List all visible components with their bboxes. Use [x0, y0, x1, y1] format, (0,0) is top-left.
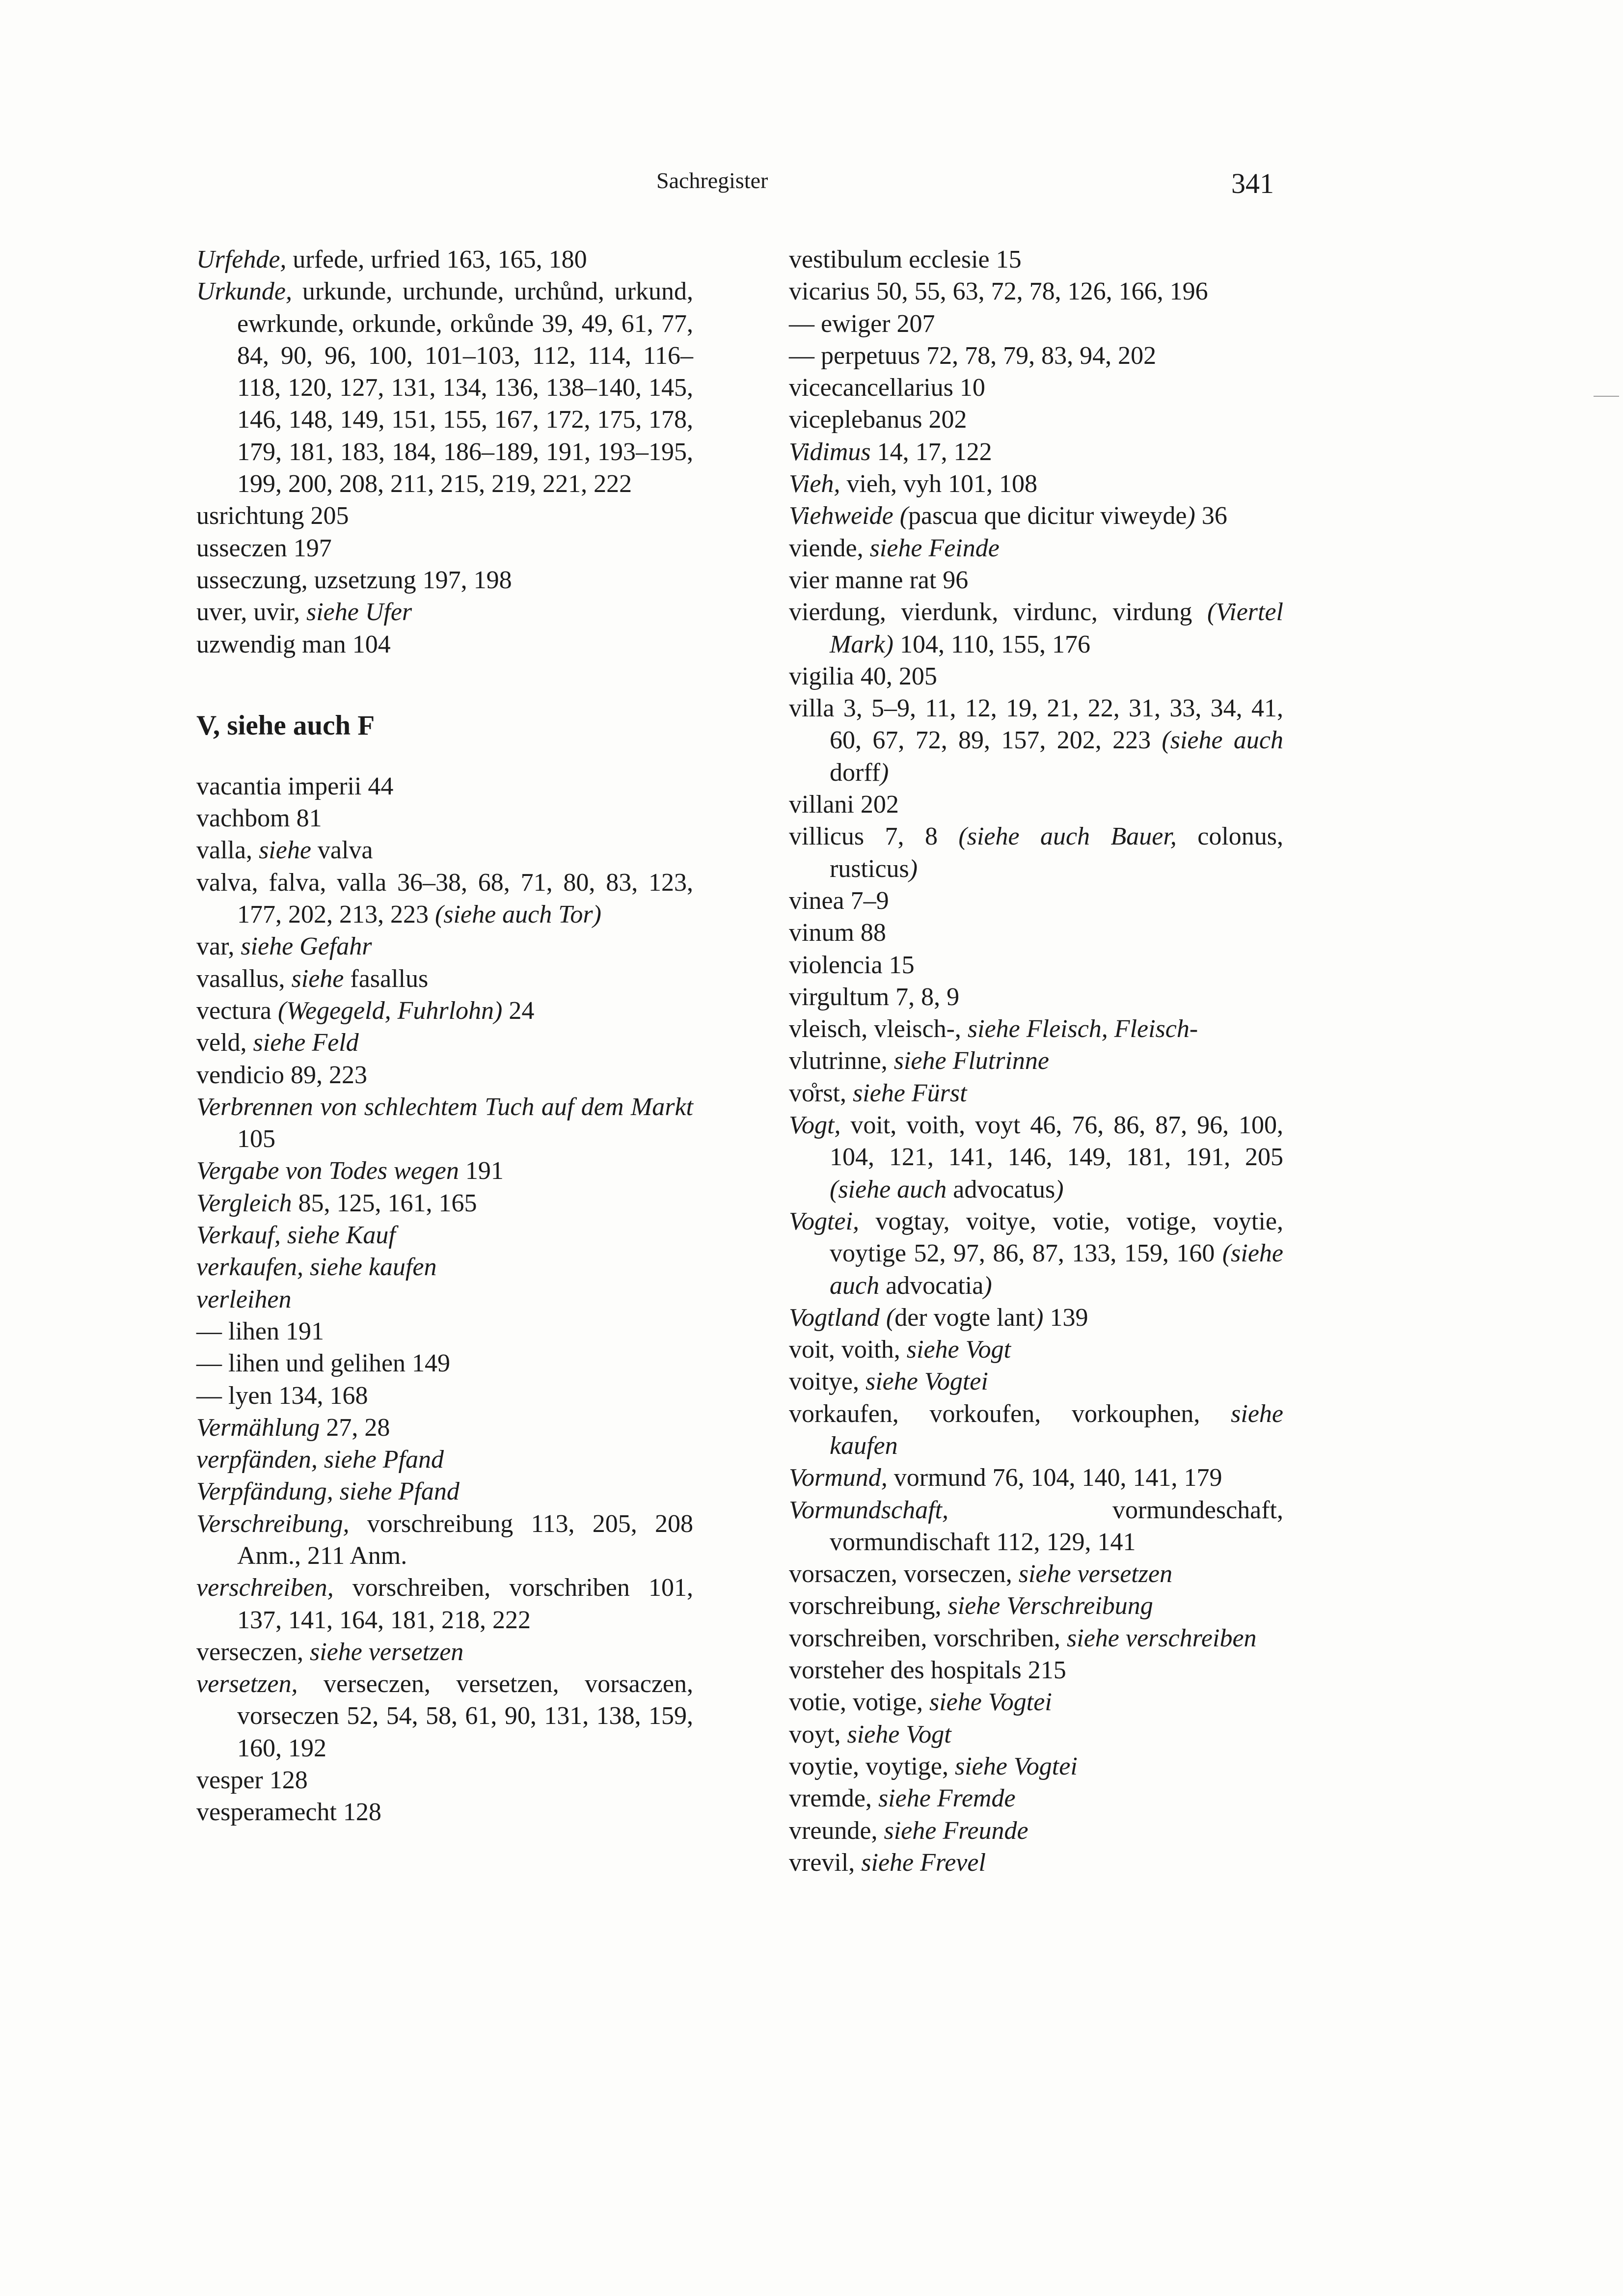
entry-italic-text: Verkauf, siehe Kauf [196, 1221, 396, 1250]
entry-text: 24 [502, 996, 535, 1025]
entry-text: votie, votige, [789, 1688, 929, 1717]
entry-text: vier manne rat 96 [789, 566, 969, 594]
index-entry [789, 981, 1283, 1013]
entry-italic-text: siehe Verschreibung [947, 1592, 1153, 1620]
index-entry [196, 1155, 693, 1187]
index-entry [196, 1508, 693, 1572]
entry-text: viende, [789, 534, 870, 562]
entry-text: colonus, rusticus [830, 822, 1284, 883]
entry-text: vinea 7–9 [789, 886, 889, 915]
index-entry [196, 500, 693, 532]
index-entry [789, 1045, 1283, 1077]
index-entry [196, 596, 693, 628]
index-entry [789, 1334, 1283, 1366]
entry-italic-text: Verpfändung, siehe Pfand [196, 1477, 460, 1506]
index-entry [196, 770, 693, 802]
entry-italic-text: (siehe auch Bauer, [958, 822, 1177, 851]
index-entry [789, 1558, 1283, 1590]
index-entry [789, 1462, 1283, 1494]
entry-italic-text: (siehe auch Tor) [435, 901, 601, 929]
entry-italic-text: Vermählung [196, 1413, 320, 1442]
entry-text: vierdung, vierdunk, virdunc, virdung [789, 598, 1208, 627]
entry-italic-text: (siehe auch [830, 1239, 1283, 1300]
entry-italic-text: (Wegegeld, Fuhrlohn) [278, 996, 503, 1025]
entry-italic-text: siehe Vogtei [865, 1367, 988, 1396]
entry-italic-text: ) [1035, 1303, 1044, 1332]
index-entry [789, 1654, 1283, 1686]
entry-text: vinum 88 [789, 919, 886, 947]
entry-text: villani 202 [789, 791, 899, 819]
index-entry [789, 820, 1283, 885]
entry-text: vestibulum ecclesie 15 [789, 246, 1022, 273]
entry-text: — perpetuus 72, 78, 79, 83, 94, 202 [789, 341, 1157, 370]
entry-text: vorschreibung 113, 205, 208 Anm., 211 Anm. [237, 1509, 693, 1570]
entry-text: vormundeschaft, vormundischaft 112, 129, 141 [830, 1496, 1283, 1556]
index-entry [196, 930, 693, 962]
entry-italic-text: (siehe auch [830, 1175, 947, 1203]
index-entry [196, 1027, 693, 1059]
index-entry [789, 308, 1283, 340]
entry-text: vreunde, [789, 1816, 884, 1845]
index-entry [789, 917, 1283, 949]
entry-text: usseczen 197 [196, 534, 332, 562]
index-entry [196, 867, 693, 931]
entry-italic-text: siehe Ufer [306, 598, 412, 627]
entry-list-v-continued [789, 244, 1283, 1879]
entry-text: virgultum 7, 8, 9 [789, 983, 960, 1011]
entry-text: voit, voith, [789, 1336, 907, 1364]
entry-italic-text: Vergabe von Todes wegen [196, 1157, 459, 1185]
index-entry [196, 1284, 693, 1315]
entry-italic-text: siehe Freunde [884, 1816, 1028, 1845]
entry-text: vleisch, vleisch-, [789, 1015, 968, 1043]
entry-text: voyt, [789, 1720, 847, 1749]
index-entry [196, 1764, 693, 1796]
entry-italic-text: siehe versetzen [309, 1638, 464, 1666]
entry-text: var, [196, 932, 241, 961]
index-entry [789, 949, 1283, 981]
index-entry [196, 1476, 693, 1507]
entry-text: pascua que dicitur viweyde [908, 502, 1187, 530]
entry-text: — lyen 134, 168 [196, 1381, 368, 1410]
entry-italic-text: Vogt, [789, 1111, 841, 1140]
entry-text: — lihen und gelihen 149 [196, 1349, 451, 1378]
entry-text: dorff [830, 758, 881, 787]
section-heading-v: V, siehe auch F [196, 710, 375, 741]
entry-italic-text: siehe Vogt [906, 1336, 1011, 1364]
entry-text: advocatia [879, 1271, 984, 1300]
index-entry [789, 468, 1283, 500]
page-number: 341 [1231, 167, 1274, 199]
index-entry [196, 1059, 693, 1091]
entry-text: vesperamecht 128 [196, 1798, 381, 1827]
index-entry [196, 802, 693, 834]
entry-italic-text: verkaufen, siehe kaufen [196, 1253, 437, 1282]
index-entry [789, 275, 1283, 307]
entry-text: uver, uvir, [196, 598, 306, 627]
entry-text: vremde, [789, 1784, 878, 1813]
index-entry [789, 500, 1283, 532]
entry-italic-text: siehe [259, 836, 311, 865]
entry-text: vorschreiben, vorschriben, [789, 1624, 1067, 1652]
entry-text: vorschreibung, [789, 1592, 948, 1620]
index-entry [789, 340, 1283, 372]
index-entry [789, 885, 1283, 917]
index-entry [196, 1187, 693, 1219]
entry-text: valla, [196, 836, 259, 865]
index-entry [789, 1109, 1283, 1205]
entry-text: vigilia 40, 205 [789, 662, 937, 690]
entry-text: 104, 110, 155, 176 [893, 630, 1091, 658]
entry-text: voit, voith, voyt 46, 76, 86, 87, 96, 100, 104, 121, 141, 146, 149, 181, 191, 205 [830, 1111, 1283, 1172]
index-entry [789, 692, 1283, 789]
entry-italic-text: Vogtei, [789, 1207, 859, 1235]
entry-text: verseczen, versetzen, vorsaczen, vorseczen 52, 54, 58, 61, 90, 131, 138, 159, 160, 192 [237, 1670, 693, 1762]
entry-text: vicarius 50, 55, 63, 72, 78, 126, 166, 196 [789, 277, 1208, 306]
index-entry [789, 436, 1283, 468]
entry-text: 191 [459, 1157, 504, 1185]
index-entry [196, 1412, 693, 1444]
entry-text: vlutrinne, [789, 1047, 894, 1075]
index-entry [789, 1686, 1283, 1718]
entry-text: viceplebanus 202 [789, 406, 967, 434]
index-entry [789, 1622, 1283, 1654]
index-entry [789, 1590, 1283, 1622]
entry-text: vo̊rst, [789, 1079, 853, 1107]
entry-italic-text: (siehe auch [1162, 726, 1283, 755]
entry-italic-text: Vogtland ( [789, 1303, 895, 1332]
entry-text: vachbom 81 [196, 804, 322, 833]
entry-text: vorsaczen, vorseczen, [789, 1560, 1019, 1588]
index-entry [196, 1091, 693, 1155]
entry-italic-text: Vormund, [789, 1464, 888, 1492]
index-entry [789, 372, 1283, 404]
index-entry [196, 1444, 693, 1476]
entry-italic-text: (Viertel Mark) [830, 598, 1283, 658]
entry-italic-text: siehe Frevel [861, 1848, 986, 1877]
index-entry [196, 995, 693, 1027]
index-entry [196, 834, 693, 866]
entry-text: vesper 128 [196, 1766, 308, 1795]
entry-italic-text: siehe Fürst [853, 1079, 967, 1107]
index-entry [789, 1013, 1283, 1045]
entry-italic-text: verleihen [196, 1285, 292, 1313]
index-entry [789, 596, 1283, 660]
entry-italic-text: Viehweide ( [789, 502, 909, 530]
index-entry [789, 1077, 1283, 1109]
entry-italic-text: versetzen, [196, 1670, 298, 1698]
entry-text: 105 [237, 1125, 275, 1153]
entry-italic-text: Verschreibung, [196, 1509, 350, 1538]
entry-italic-text: siehe versetzen [1018, 1560, 1173, 1588]
entry-text: veld, [196, 1029, 253, 1057]
entry-text: violencia 15 [789, 951, 915, 979]
entry-text: der vogte lant [894, 1303, 1035, 1332]
entry-text: 85, 125, 161, 165 [292, 1189, 477, 1217]
entry-text: vorschreiben, vorschriben 101, 137, 141, 164, 181, 218, 222 [237, 1574, 693, 1634]
entry-text: villicus 7, 8 [789, 822, 959, 851]
entry-italic-text: siehe Fleisch, Fleisch- [967, 1015, 1198, 1043]
entry-italic-text: siehe Feld [253, 1029, 359, 1057]
entry-text: voytie, voytige, [789, 1752, 955, 1780]
index-entry [789, 1815, 1283, 1847]
entry-text: fasallus [344, 964, 429, 993]
entry-text: villa 3, 5–9, 11, 12, 19, 21, 22, 31, 33, 34, 41, 60, 67, 72, 89, 157, 202, 223 [789, 694, 1283, 755]
index-entry [789, 789, 1283, 820]
entry-text: vicecancellarius 10 [789, 374, 985, 402]
entry-italic-text: Verbrennen von schlechtem Tuch auf dem Markt [196, 1093, 693, 1121]
entry-italic-text: siehe kaufen [830, 1399, 1283, 1460]
entry-text: urfede, urfried 163, 165, 180 [286, 246, 587, 273]
entry-text: vormund 76, 104, 140, 141, 179 [887, 1464, 1222, 1492]
index-entry [196, 629, 693, 660]
entry-text: 139 [1043, 1303, 1088, 1332]
entry-italic-text: siehe verschreiben [1067, 1624, 1257, 1652]
entry-text: usseczung, uzsetzung 197, 198 [196, 566, 512, 594]
index-column-right [789, 244, 1283, 1879]
index-entry [196, 244, 693, 275]
index-entry [196, 275, 693, 500]
index-entry [196, 1219, 693, 1251]
entry-text: vacantia imperii 44 [196, 772, 394, 800]
entry-italic-text: Vieh, [789, 470, 840, 498]
entry-text: vieh, vyh 101, 108 [840, 470, 1037, 498]
index-entry [789, 1719, 1283, 1750]
index-column-left [196, 244, 693, 1829]
entry-italic-text: verschreiben, [196, 1574, 334, 1602]
entry-italic-text: siehe Feinde [869, 534, 1000, 562]
entry-text: — lihen 191 [196, 1317, 324, 1345]
index-entry [789, 1205, 1283, 1302]
entry-text: vorkaufen, vorkoufen, vorkouphen, [789, 1399, 1231, 1428]
entry-italic-text: Urkunde, [196, 277, 292, 306]
entry-italic-text: ) [880, 758, 889, 787]
index-entry [196, 1315, 693, 1347]
entry-list-u [196, 244, 693, 660]
entry-italic-text: Vergleich [196, 1189, 292, 1217]
index-entry [196, 1251, 693, 1283]
entry-text: usrichtung 205 [196, 502, 349, 530]
entry-italic-text: siehe Vogtei [954, 1752, 1078, 1780]
entry-text: advocatus [947, 1175, 1055, 1203]
entry-italic-text: ) [1055, 1175, 1064, 1203]
entry-italic-text: siehe Fremde [878, 1784, 1016, 1813]
entry-text: vectura [196, 996, 278, 1025]
entry-italic-text: verpfänden, siehe Pfand [196, 1446, 444, 1474]
entry-italic-text: ) [983, 1271, 992, 1300]
index-entry [196, 1380, 693, 1412]
index-entry [789, 564, 1283, 596]
index-entry [789, 1398, 1283, 1462]
entry-italic-text: Urfehde, [196, 246, 287, 273]
index-entry [196, 963, 693, 995]
entry-text: urkunde, urchunde, urchůnd, urkund, ewrkunde, orkunde, orkůnde 39, 49, 61, 77, 84, 90, 96, 100, 101–103, 112, 114, 116–118, 120, 127, 131, 134, 136, 138–140, 145, 146, 148, 149, 151, 155, 167, 172, 175, 178, 179, 181, 183, 184, 186–189, 191, 193–195, 199, 200, 208, 211, 215, 219, 221, 222 [237, 277, 693, 498]
entry-italic-text: siehe Vogtei [929, 1688, 1052, 1717]
entry-italic-text: Vidimus [789, 437, 871, 466]
index-entry [789, 1494, 1283, 1558]
entry-text: uzwendig man 104 [196, 630, 391, 658]
entry-text: vendicio 89, 223 [196, 1061, 368, 1089]
index-entry [789, 404, 1283, 436]
entry-italic-text: Vormundschaft, [789, 1496, 948, 1524]
index-entry [196, 1796, 693, 1828]
entry-italic-text: siehe [291, 964, 344, 993]
index-entry [789, 1302, 1283, 1334]
index-entry [196, 1572, 693, 1636]
entry-text: — ewiger 207 [789, 309, 935, 338]
entry-italic-text: ) [909, 854, 918, 883]
index-entry [789, 660, 1283, 692]
entry-text: voitye, [789, 1367, 866, 1396]
entry-italic-text: ) [1187, 502, 1195, 530]
entry-text: 14, 17, 122 [870, 437, 992, 466]
running-head: Sachregister [656, 168, 768, 193]
entry-text: valva, falva, valla 36–38, 68, 71, 80, 83, 123, 177, 202, 213, 223 [196, 868, 693, 929]
index-entry [789, 532, 1283, 564]
margin-mark [1594, 396, 1619, 397]
entry-text: vogtay, voitye, votie, votige, voytie, voytige 52, 97, 86, 87, 133, 159, 160 [830, 1207, 1283, 1268]
index-entry [196, 1636, 693, 1668]
index-entry [789, 1750, 1283, 1782]
entry-text: 27, 28 [320, 1413, 390, 1442]
entry-text: vorsteher des hospitals 215 [789, 1656, 1066, 1685]
index-entry [196, 532, 693, 564]
index-entry [789, 1782, 1283, 1814]
entry-text: 36 [1195, 502, 1227, 530]
entry-text: verseczen, [196, 1638, 310, 1666]
entry-list-v [196, 770, 693, 1829]
entry-text: valva [311, 836, 373, 865]
entry-italic-text: siehe Gefahr [241, 932, 372, 961]
index-entry [789, 1847, 1283, 1879]
index-entry [196, 1347, 693, 1379]
index-entry [789, 244, 1283, 275]
index-entry [196, 1668, 693, 1764]
entry-italic-text: siehe Vogt [847, 1720, 951, 1749]
index-entry [789, 1366, 1283, 1397]
index-entry [196, 564, 693, 596]
entry-italic-text: siehe Flutrinne [893, 1047, 1050, 1075]
entry-text: vasallus, [196, 964, 292, 993]
entry-text: vrevil, [789, 1848, 862, 1877]
